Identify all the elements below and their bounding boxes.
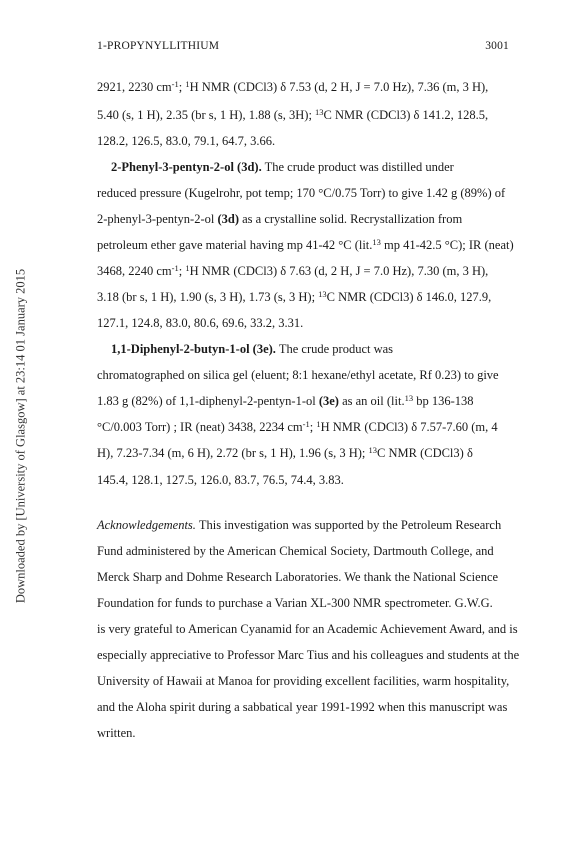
download-notice: Downloaded by [University of Glasgow] at 23:14 01 January 2015 (13, 268, 28, 604)
text-run: Fund administered by the American Chemical Society, Dartmouth College, and (97, 544, 494, 558)
text-run: chromatographed on silica gel (eluent; 8:1 hexane/ethyl acetate, Rf 0.23) to give (97, 368, 499, 382)
text-line (97, 571, 498, 584)
text-run: °C/0.003 Torr) ; IR (neat) 3438, 2234 cm (97, 420, 303, 434)
text-run: petroleum ether gave material having mp 41-42 °C (lit. (97, 238, 373, 252)
text-line (97, 545, 494, 558)
superscript: 13 (404, 393, 414, 403)
text-run: Merck Sharp and Dohme Research Laboratories. We thank the National Science (97, 570, 499, 584)
text-run: University of Hawaii at Manoa for providing excellent facilities, warm hospitality, (97, 674, 510, 688)
superscript: -1 (171, 263, 179, 273)
text-line (97, 421, 498, 434)
text-run: 127.1, 124.8, 83.0, 80.6, 69.6, 33.2, 3.31. (97, 316, 304, 330)
text-run: as an oil (lit. (338, 394, 405, 408)
superscript: -1 (171, 79, 179, 89)
text-run: The crude product was (275, 342, 394, 356)
text-run: 128.2, 126.5, 83.0, 79.1, 64.7, 3.66. (97, 134, 276, 148)
text-run: 145.4, 128.1, 127.5, 126.0, 83.7, 76.5, 74.4, 3.83. (97, 473, 344, 487)
superscript: 1 (185, 263, 190, 273)
text-run: C NMR (CDCl3) δ (377, 446, 473, 460)
text-run: H NMR (CDCl3) δ 7.53 (d, 2 H, J = 7.0 Hz), 7.36 (m, 3 H), (189, 80, 489, 94)
text-line (97, 649, 519, 662)
text-run: is very grateful to American Cyanamid for an Academic Achievement Award, and is (97, 622, 518, 636)
text-line (97, 265, 488, 278)
text-run: 5.40 (s, 1 H), 2.35 (br s, 1 H), 1.88 (s, 3H); (97, 108, 316, 122)
text-line (97, 369, 499, 382)
text-line (97, 675, 509, 688)
superscript: 1 (185, 79, 190, 89)
text-run: and the Aloha spirit during a sabbatical year 1991-1992 when this manuscript was (97, 700, 508, 714)
text-run: ; (309, 420, 317, 434)
text-run: 2921, 2230 cm (97, 80, 172, 94)
text-line (97, 474, 344, 487)
text-line (111, 343, 393, 356)
text-line (97, 239, 514, 252)
text-line (97, 291, 491, 304)
text-line (111, 161, 454, 174)
text-run: written. (97, 726, 136, 740)
text-line (97, 519, 501, 532)
compound-heading: 1,1-Diphenyl-2-butyn-1-ol (3e). (111, 342, 276, 356)
superscript: 13 (315, 107, 324, 117)
text-run: H NMR (CDCl3) δ 7.57-7.60 (m, 4 (320, 420, 498, 434)
text-run: mp 41-42.5 °C); IR (neat) (380, 238, 514, 252)
text-run: Foundation for funds to purchase a Varian XL-300 NMR spectrometer. G.W.G. (97, 596, 493, 610)
text-run: 3468, 2240 cm (97, 264, 172, 278)
text-run: 2-phenyl-3-pentyn-2-ol (97, 212, 218, 226)
running-title: 1-PROPYNYLLITHIUM (97, 40, 220, 52)
text-line (97, 109, 488, 122)
text-line (97, 395, 474, 408)
text-run: H NMR (CDCl3) δ 7.63 (d, 2 H, J = 7.0 Hz), 7.30 (m, 3 H), (189, 264, 489, 278)
text-line (97, 187, 505, 200)
compound-heading: 2-Phenyl-3-pentyn-2-ol (3d). (111, 160, 262, 174)
text-run: C NMR (CDCl3) δ 146.0, 127.9, (326, 290, 492, 304)
text-line (97, 701, 507, 714)
compound-heading: (3d) (217, 212, 239, 226)
text-run: The crude product was distilled under (261, 160, 454, 174)
text-line (97, 447, 473, 460)
text-line (97, 597, 493, 610)
text-run: reduced pressure (Kugelrohr, pot temp; 170 °C/0.75 Torr) to give 1.42 g (89%) of (97, 186, 506, 200)
text-run: ; (178, 80, 186, 94)
text-run: This investigation was supported by the Petroleum Research (195, 518, 502, 532)
superscript: 1 (316, 419, 321, 429)
section-lead: Acknowledgements. (97, 518, 196, 532)
text-line (97, 623, 518, 636)
superscript: 13 (318, 289, 327, 299)
text-line (97, 317, 303, 330)
text-line (97, 81, 488, 94)
compound-heading: (3e) (318, 394, 339, 408)
text-run: 1.83 g (82%) of 1,1-diphenyl-2-pentyn-1-ol (97, 394, 319, 408)
superscript: 13 (368, 445, 377, 455)
superscript: 13 (372, 237, 381, 247)
text-run: ; (178, 264, 186, 278)
text-line (97, 213, 462, 226)
text-run: especially appreciative to Professor Marc Tius and his colleagues and students at the (97, 648, 520, 662)
text-run: H), 7.23-7.34 (m, 6 H), 2.72 (br s, 1 H), 1.96 (s, 3 H); (97, 446, 369, 460)
text-run: bp 136-138 (413, 394, 474, 408)
superscript: -1 (302, 419, 310, 429)
text-line (97, 727, 136, 740)
text-line (97, 135, 275, 148)
page-number: 3001 (485, 40, 509, 52)
text-run: C NMR (CDCl3) δ 141.2, 128.5, (323, 108, 489, 122)
text-run: 3.18 (br s, 1 H), 1.90 (s, 3 H), 1.73 (s, 3 H); (97, 290, 319, 304)
text-run: as a crystalline solid. Recrystallization from (238, 212, 463, 226)
